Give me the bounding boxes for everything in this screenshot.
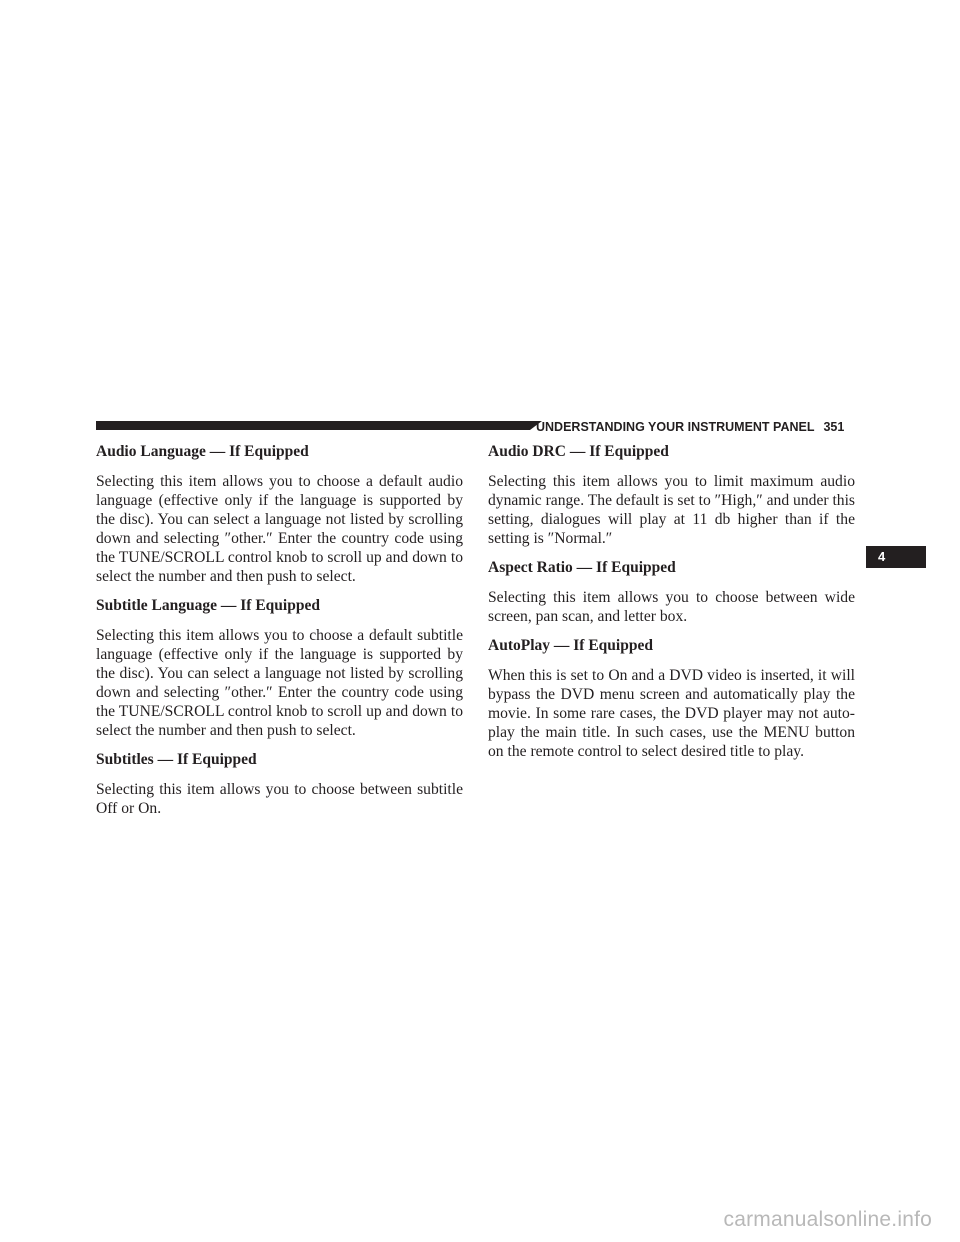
section-body: Selecting this item allows you to choose a default subtitle language (effective only if the language is supported by the disc). You can select a language not listed by scrolling down and selecting ″other.″ Enter the country code using the TUNE/SCROLL control knob to scroll up and down to select the number and then push to select. [96, 627, 463, 739]
section-body: Selecting this item allows you to choose a default audio language (effective only if the language is supported by the disc). You can select a language not listed by scrolling down and selecting ″other.″ Enter the country code using the TUNE/SCROLL control knob to scroll up and down to select the number and then push to select. [96, 473, 463, 585]
right-column [488, 442, 855, 771]
watermark: carmanualsonline.info [723, 1208, 932, 1231]
section-subtitle-language [96, 596, 463, 740]
left-column [96, 442, 463, 828]
section-body: Selecting this item allows you to choose between subtitle Off or On. [96, 781, 463, 817]
section-heading: Subtitle Language — If Equipped [96, 597, 320, 614]
header-rule [96, 421, 530, 430]
section-title: UNDERSTANDING YOUR INSTRUMENT PANEL [536, 420, 815, 434]
section-heading: Aspect Ratio — If Equipped [488, 559, 676, 576]
section-heading: AutoPlay — If Equipped [488, 637, 653, 654]
section-aspect-ratio [488, 558, 855, 626]
running-header [536, 420, 844, 434]
section-audio-language [96, 442, 463, 586]
section-audio-drc [488, 442, 855, 548]
section-subtitles [96, 750, 463, 818]
section-heading: Audio Language — If Equipped [96, 443, 309, 460]
section-body: Selecting this item allows you to limit maximum audio dynamic range. The default is set to ″High,″ and under this setting, dialogues will play at 11 db higher than if the setting is ″Normal.″ [488, 473, 855, 547]
section-body: When this is set to On and a DVD video is inserted, it will bypass the DVD menu screen and automatically play the movie. In some rare cases, the DVD player may not auto-play the main title. In such cases, use the MENU button on the remote control to select desired title to play. [488, 667, 855, 760]
section-heading: Subtitles — If Equipped [96, 751, 257, 768]
section-body: Selecting this item allows you to choose between wide screen, pan scan, and letter box. [488, 589, 855, 625]
page-number: 351 [823, 420, 845, 434]
chapter-tab: 4 [866, 546, 926, 568]
section-heading: Audio DRC — If Equipped [488, 443, 669, 460]
section-autoplay [488, 636, 855, 761]
